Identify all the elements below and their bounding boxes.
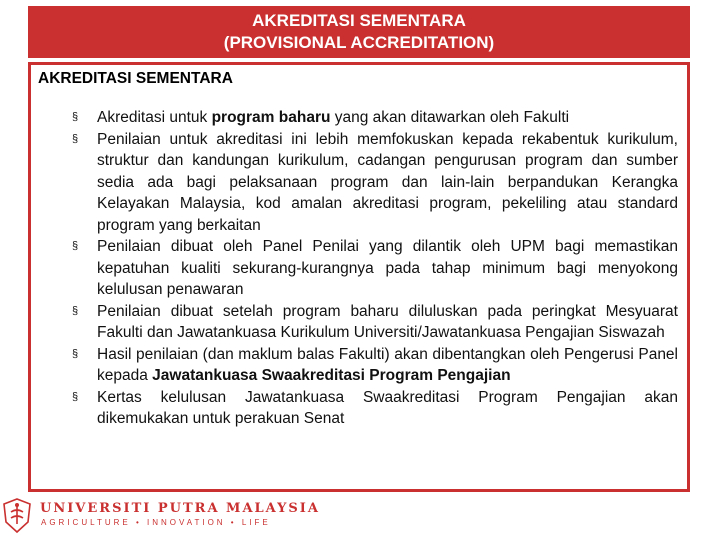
bullet-item-4 (72, 301, 678, 344)
bullet-emphasis: Jawatankuasa Swaakreditasi Program Pengajian (152, 367, 511, 384)
footer (0, 494, 720, 540)
bullet-text: Hasil penilaian (dan maklum balas Fakulti) akan dibentangkan oleh Pengerusi Panel kepada (97, 345, 678, 384)
slide-header (28, 6, 690, 58)
bullet-marker: § (72, 240, 79, 252)
bullet-item-1 (72, 107, 678, 129)
bullet-text: Kertas kelulusan Jawatankuasa Swaakreditasi Program Pengajian akan dikemukakan untuk perakuan Senat (97, 388, 678, 427)
bullet-item-5 (72, 344, 678, 387)
bullet-text: yang akan ditawarkan oleh Fakulti (330, 109, 570, 126)
header-title: AKREDITASI SEMENTARA (252, 11, 466, 30)
bullet-marker: § (72, 132, 79, 145)
header-subtitle: (PROVISIONAL ACCREDITATION) (223, 33, 495, 52)
university-name: UNIVERSITI PUTRA MALAYSIA (40, 501, 320, 516)
bullet-text: Akreditasi untuk (97, 109, 212, 126)
bullet-text: Penilaian dibuat setelah program baharu diluluskan pada peringkat Mesyuarat Fakulti dan Jawatankuasa Kurikulum Universiti/Jawatankuasa Pengajian Siswazah (97, 302, 678, 341)
bullet-text: Penilaian dibuat oleh Panel Penilai yang dilantik oleh UPM bagi memastikan kepatuhan kualiti sekurang-kurangnya pada tahap minimum bagi menyokong kelulusan penawaran (97, 238, 678, 298)
bullet-marker: § (72, 347, 79, 360)
content-box (28, 62, 690, 492)
bullet-marker: § (72, 111, 79, 123)
bullet-marker: § (72, 304, 79, 317)
upm-crest-icon (2, 498, 32, 534)
section-title: AKREDITASI SEMENTARA (38, 70, 233, 87)
bullet-emphasis: program baharu (211, 109, 331, 126)
bullet-text: Penilaian untuk akreditasi ini lebih memfokuskan kepada rekabentuk kurikulum, struktur dan kandungan kurikulum, cadangan pengurusan program dan sumber sedia ada bagi pelaksanaan program dan lain-lain berpandukan Kerangka Kelayakan Malaysia, kod amalan akreditasi program, pekeliling atau standard program yang berkaitan (97, 130, 678, 234)
bullet-item-2 (72, 129, 678, 237)
bullet-marker: § (72, 390, 79, 403)
university-tagline: AGRICULTURE • INNOVATION • LIFE (41, 518, 271, 527)
bullet-list (72, 107, 678, 430)
bullet-item-6 (72, 387, 678, 430)
bullet-item-3 (72, 236, 678, 301)
